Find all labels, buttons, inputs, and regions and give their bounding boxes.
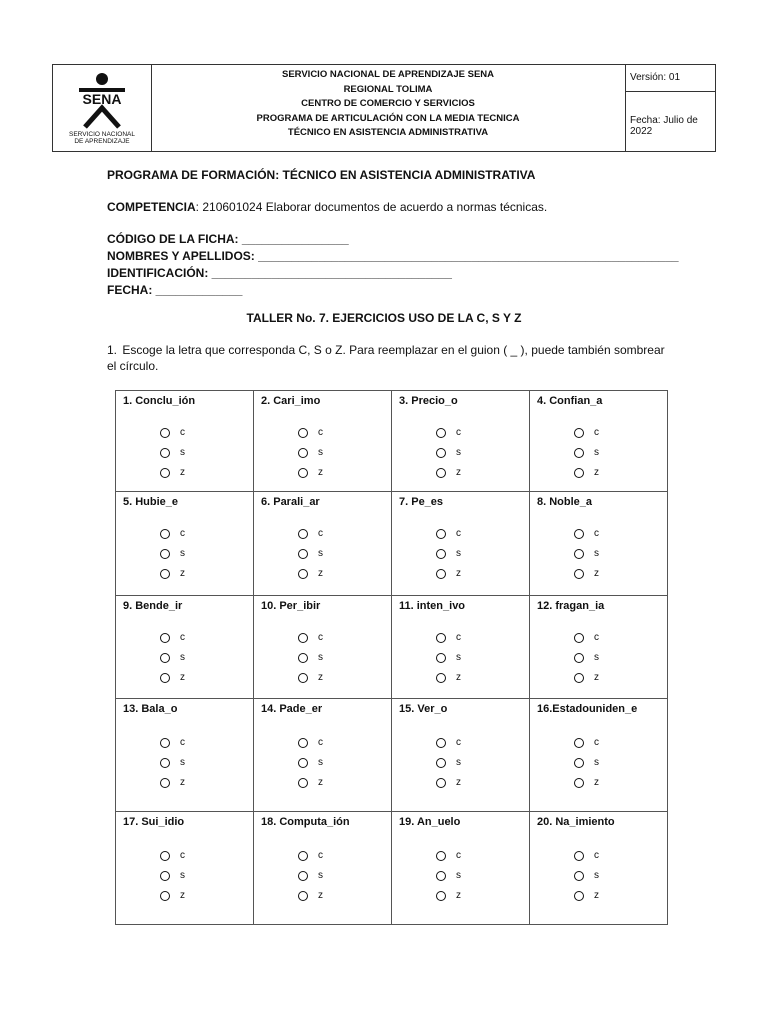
option-label: z (180, 890, 185, 901)
option-z[interactable] (298, 890, 323, 901)
radio-circle-icon[interactable] (574, 758, 584, 768)
option-z[interactable] (436, 777, 461, 788)
exercise-word: 13. Bala_o (123, 703, 178, 715)
org-line: SERVICIO NACIONAL DE APRENDIZAJE SENA (281, 69, 495, 80)
radio-circle-icon[interactable] (436, 428, 446, 438)
radio-circle-icon[interactable] (298, 569, 308, 579)
option-z[interactable] (436, 467, 461, 478)
radio-circle-icon[interactable] (574, 871, 584, 881)
option-label: c (594, 528, 599, 539)
option-label: z (318, 890, 323, 901)
option-label: s (456, 870, 461, 881)
option-s[interactable] (436, 447, 461, 458)
option-s[interactable] (436, 757, 461, 768)
option-label: z (594, 890, 599, 901)
radio-circle-icon[interactable] (574, 891, 584, 901)
option-c[interactable] (436, 632, 461, 643)
option-s[interactable] (436, 652, 461, 663)
exercise-word: 18. Computa_ión (261, 816, 350, 828)
radio-circle-icon[interactable] (574, 633, 584, 643)
option-c[interactable] (574, 528, 599, 539)
option-label: z (594, 777, 599, 788)
option-label: c (180, 632, 185, 643)
option-label: s (318, 652, 323, 663)
radio-circle-icon[interactable] (160, 738, 170, 748)
option-c[interactable] (160, 737, 185, 748)
radio-circle-icon[interactable] (160, 428, 170, 438)
radio-circle-icon[interactable] (298, 653, 308, 663)
radio-circle-icon[interactable] (160, 549, 170, 559)
radio-circle-icon[interactable] (574, 778, 584, 788)
radio-circle-icon[interactable] (436, 673, 446, 683)
exercise-word: 1. Conclu_ión (123, 395, 196, 407)
exercise-word: 5. Hubie_e (123, 496, 179, 508)
option-label: s (594, 870, 599, 881)
radio-circle-icon[interactable] (574, 738, 584, 748)
exercise-cell (530, 812, 667, 924)
option-z[interactable] (436, 672, 461, 683)
option-label: s (456, 757, 461, 768)
option-label: s (180, 447, 185, 458)
svg-text:SENA: SENA (82, 91, 122, 107)
option-label: c (594, 737, 599, 748)
exercise-word: 16.Estadouniden_e (537, 703, 638, 715)
exercise-word: 9. Bende_ir (123, 600, 183, 612)
radio-circle-icon[interactable] (436, 891, 446, 901)
option-label: s (180, 757, 185, 768)
radio-circle-icon[interactable] (160, 569, 170, 579)
radio-circle-icon[interactable] (436, 851, 446, 861)
option-z[interactable] (160, 890, 185, 901)
exercise-cell (530, 596, 667, 699)
option-c[interactable] (436, 737, 461, 748)
radio-circle-icon[interactable] (436, 778, 446, 788)
option-s[interactable] (298, 447, 323, 458)
exercise-word: 15. Ver_o (399, 703, 448, 715)
radio-circle-icon[interactable] (160, 633, 170, 643)
exercise-word: 8. Noble_a (537, 496, 593, 508)
option-label: s (594, 757, 599, 768)
exercise-cell (116, 596, 254, 699)
option-label: z (318, 568, 323, 579)
option-label: s (318, 757, 323, 768)
option-label: c (594, 850, 599, 861)
exercise-word: 20. Na_imiento (537, 816, 615, 828)
option-s[interactable] (574, 447, 599, 458)
option-label: c (456, 427, 461, 438)
radio-circle-icon[interactable] (298, 738, 308, 748)
option-label: c (318, 427, 323, 438)
option-label: z (456, 777, 461, 788)
exercise-cell (392, 391, 530, 492)
radio-circle-icon[interactable] (298, 468, 308, 478)
option-label: c (318, 737, 323, 748)
option-c[interactable] (160, 528, 185, 539)
option-label: z (456, 890, 461, 901)
exercise-cell (254, 812, 392, 924)
exercise-cell (116, 391, 254, 492)
option-label: c (318, 850, 323, 861)
radio-circle-icon[interactable] (436, 468, 446, 478)
radio-circle-icon[interactable] (574, 569, 584, 579)
radio-circle-icon[interactable] (298, 529, 308, 539)
option-s[interactable] (160, 757, 185, 768)
option-label: z (180, 672, 185, 683)
radio-circle-icon[interactable] (574, 448, 584, 458)
radio-circle-icon[interactable] (160, 891, 170, 901)
exercise-word: 11. inten_ivo (399, 600, 466, 612)
option-c[interactable] (160, 850, 185, 861)
logo-cell (53, 65, 152, 151)
option-s[interactable] (160, 652, 185, 663)
option-label: s (318, 447, 323, 458)
option-label: s (594, 447, 599, 458)
radio-circle-icon[interactable] (298, 891, 308, 901)
option-label: z (594, 467, 599, 478)
radio-circle-icon[interactable] (160, 448, 170, 458)
option-z[interactable] (160, 467, 185, 478)
option-c[interactable] (574, 850, 599, 861)
exercise-cell (392, 699, 530, 812)
radio-circle-icon[interactable] (436, 758, 446, 768)
exercise-word: 10. Per_ibir (261, 600, 321, 612)
date-label: Fecha: Julio de 2022 (630, 115, 698, 137)
radio-circle-icon[interactable] (574, 549, 584, 559)
radio-circle-icon[interactable] (160, 871, 170, 881)
exercise-cell (392, 492, 530, 596)
exercise-cell (116, 492, 254, 596)
exercise-cell (392, 812, 530, 924)
radio-circle-icon[interactable] (574, 653, 584, 663)
option-z[interactable] (298, 777, 323, 788)
option-label: c (318, 528, 323, 539)
exercise-cell (530, 699, 667, 812)
radio-circle-icon[interactable] (160, 653, 170, 663)
option-c[interactable] (298, 528, 323, 539)
option-label: c (318, 632, 323, 643)
option-c[interactable] (574, 737, 599, 748)
option-label: c (456, 850, 461, 861)
option-s[interactable] (298, 757, 323, 768)
option-label: s (318, 548, 323, 559)
exercise-word: 12. fragan_ia (537, 600, 605, 612)
option-z[interactable] (160, 777, 185, 788)
option-s[interactable] (298, 548, 323, 559)
option-label: c (180, 528, 185, 539)
option-s[interactable] (160, 548, 185, 559)
workshop-title: TALLER No. 7. EJERCICIOS USO DE LA C, S Y Z (246, 311, 522, 325)
exercise-cell (530, 492, 667, 596)
option-label: z (456, 467, 461, 478)
exercise-word: 2. Cari_imo (261, 395, 321, 407)
option-z[interactable] (574, 467, 599, 478)
option-z[interactable] (574, 777, 599, 788)
option-c[interactable] (298, 632, 323, 643)
radio-circle-icon[interactable] (160, 673, 170, 683)
option-label: s (180, 870, 185, 881)
radio-circle-icon[interactable] (160, 851, 170, 861)
radio-circle-icon[interactable] (436, 569, 446, 579)
radio-circle-icon[interactable] (298, 871, 308, 881)
org-title-cell (151, 65, 626, 151)
option-label: z (180, 777, 185, 788)
option-z[interactable] (574, 672, 599, 683)
option-c[interactable] (160, 632, 185, 643)
option-c[interactable] (436, 528, 461, 539)
radio-circle-icon[interactable] (298, 549, 308, 559)
option-c[interactable] (298, 737, 323, 748)
option-label: z (456, 568, 461, 579)
identificacion-field[interactable]: IDENTIFICACIÓN: ____________________________________ (107, 266, 452, 280)
option-c[interactable] (574, 427, 599, 438)
exercise-grid (115, 390, 668, 925)
exercise-cell (116, 812, 254, 924)
option-c[interactable] (298, 427, 323, 438)
exercise-cell (254, 492, 392, 596)
radio-circle-icon[interactable] (574, 428, 584, 438)
exercise-cell (116, 699, 254, 812)
ficha-field[interactable]: CÓDIGO DE LA FICHA: ________________ (107, 232, 349, 246)
radio-circle-icon[interactable] (298, 448, 308, 458)
option-label: c (456, 632, 461, 643)
radio-circle-icon[interactable] (160, 778, 170, 788)
option-c[interactable] (160, 427, 185, 438)
option-label: z (180, 568, 185, 579)
option-s[interactable] (574, 652, 599, 663)
radio-circle-icon[interactable] (298, 851, 308, 861)
option-label: z (318, 467, 323, 478)
radio-circle-icon[interactable] (436, 549, 446, 559)
option-label: z (318, 777, 323, 788)
option-label: c (180, 737, 185, 748)
radio-circle-icon[interactable] (160, 468, 170, 478)
option-label: s (594, 548, 599, 559)
radio-circle-icon[interactable] (436, 448, 446, 458)
fecha-field[interactable]: FECHA: _____________ (107, 283, 243, 297)
exercise-cell (254, 699, 392, 812)
option-label: s (456, 548, 461, 559)
version-label: Versión: 01 (626, 65, 716, 92)
option-label: z (594, 568, 599, 579)
option-label: c (594, 427, 599, 438)
option-c[interactable] (298, 850, 323, 861)
org-line: TÉCNICO EN ASISTENCIA ADMINISTRATIVA (287, 127, 489, 138)
radio-circle-icon[interactable] (436, 529, 446, 539)
option-label: s (594, 652, 599, 663)
radio-circle-icon[interactable] (298, 673, 308, 683)
option-s[interactable] (574, 870, 599, 881)
org-line: PROGRAMA DE ARTICULACIÓN CON LA MEDIA TECNICA (256, 112, 520, 124)
radio-circle-icon[interactable] (298, 758, 308, 768)
option-s[interactable] (160, 447, 185, 458)
option-s[interactable] (574, 757, 599, 768)
option-z[interactable] (160, 568, 185, 579)
exercise-word: 7. Pe_es (399, 496, 444, 508)
option-s[interactable] (298, 870, 323, 881)
option-z[interactable] (436, 890, 461, 901)
nombres-field[interactable]: NOMBRES Y APELLIDOS: _______________________________________________________________ (107, 249, 679, 263)
exercise-word: 19. An_uelo (399, 816, 461, 828)
program-line: PROGRAMA DE FORMACIÓN: TÉCNICO EN ASISTENCIA ADMINISTRATIVA (107, 168, 536, 182)
version-cell (626, 65, 716, 151)
radio-circle-icon[interactable] (574, 673, 584, 683)
radio-circle-icon[interactable] (436, 871, 446, 881)
radio-circle-icon[interactable] (298, 633, 308, 643)
option-label: z (456, 672, 461, 683)
option-z[interactable] (298, 467, 323, 478)
radio-circle-icon[interactable] (298, 778, 308, 788)
option-s[interactable] (574, 548, 599, 559)
option-z[interactable] (160, 672, 185, 683)
option-s[interactable] (160, 870, 185, 881)
option-z[interactable] (574, 890, 599, 901)
option-z[interactable] (436, 568, 461, 579)
question-1: 1. Escoge la letra que corresponda C, S o Z. Para reemplazar en el guion ( _ ), puede también sombrear el círculo. (107, 343, 665, 373)
exercise-cell (530, 391, 667, 492)
exercise-cell (254, 391, 392, 492)
radio-circle-icon[interactable] (436, 653, 446, 663)
exercise-cell (254, 596, 392, 699)
option-label: s (456, 652, 461, 663)
option-label: c (456, 528, 461, 539)
document-header (52, 64, 716, 152)
logo-caption: SERVICIO NACIONAL DE APRENDIZAJE (69, 131, 135, 145)
radio-circle-icon[interactable] (160, 758, 170, 768)
option-label: s (180, 548, 185, 559)
option-z[interactable] (298, 672, 323, 683)
radio-circle-icon[interactable] (436, 633, 446, 643)
option-label: z (318, 672, 323, 683)
sena-logo-icon (71, 71, 133, 131)
option-label: c (456, 737, 461, 748)
competencia-line: COMPETENCIA: 210601024 Elaborar documentos de acuerdo a normas técnicas. (107, 200, 548, 214)
exercise-cell (392, 596, 530, 699)
option-c[interactable] (574, 632, 599, 643)
option-z[interactable] (574, 568, 599, 579)
option-s[interactable] (436, 870, 461, 881)
option-s[interactable] (436, 548, 461, 559)
option-label: s (180, 652, 185, 663)
option-s[interactable] (298, 652, 323, 663)
exercise-word: 4. Confian_a (537, 395, 603, 407)
option-label: c (594, 632, 599, 643)
radio-circle-icon[interactable] (298, 428, 308, 438)
option-label: s (456, 447, 461, 458)
exercise-word: 6. Parali_ar (261, 496, 320, 508)
radio-circle-icon[interactable] (574, 468, 584, 478)
option-label: z (180, 467, 185, 478)
option-z[interactable] (298, 568, 323, 579)
option-label: c (180, 427, 185, 438)
radio-circle-icon[interactable] (574, 851, 584, 861)
radio-circle-icon[interactable] (574, 529, 584, 539)
exercise-word: 17. Sui_idio (123, 816, 185, 828)
exercise-word: 3. Precio_o (399, 395, 458, 407)
option-label: s (318, 870, 323, 881)
radio-circle-icon[interactable] (436, 738, 446, 748)
org-line: CENTRO DE COMERCIO Y SERVICIOS (301, 98, 475, 109)
option-c[interactable] (436, 850, 461, 861)
option-label: c (180, 850, 185, 861)
option-c[interactable] (436, 427, 461, 438)
org-line: REGIONAL TOLIMA (343, 83, 433, 95)
exercise-word: 14. Pade_er (261, 703, 323, 715)
option-label: z (594, 672, 599, 683)
radio-circle-icon[interactable] (160, 529, 170, 539)
